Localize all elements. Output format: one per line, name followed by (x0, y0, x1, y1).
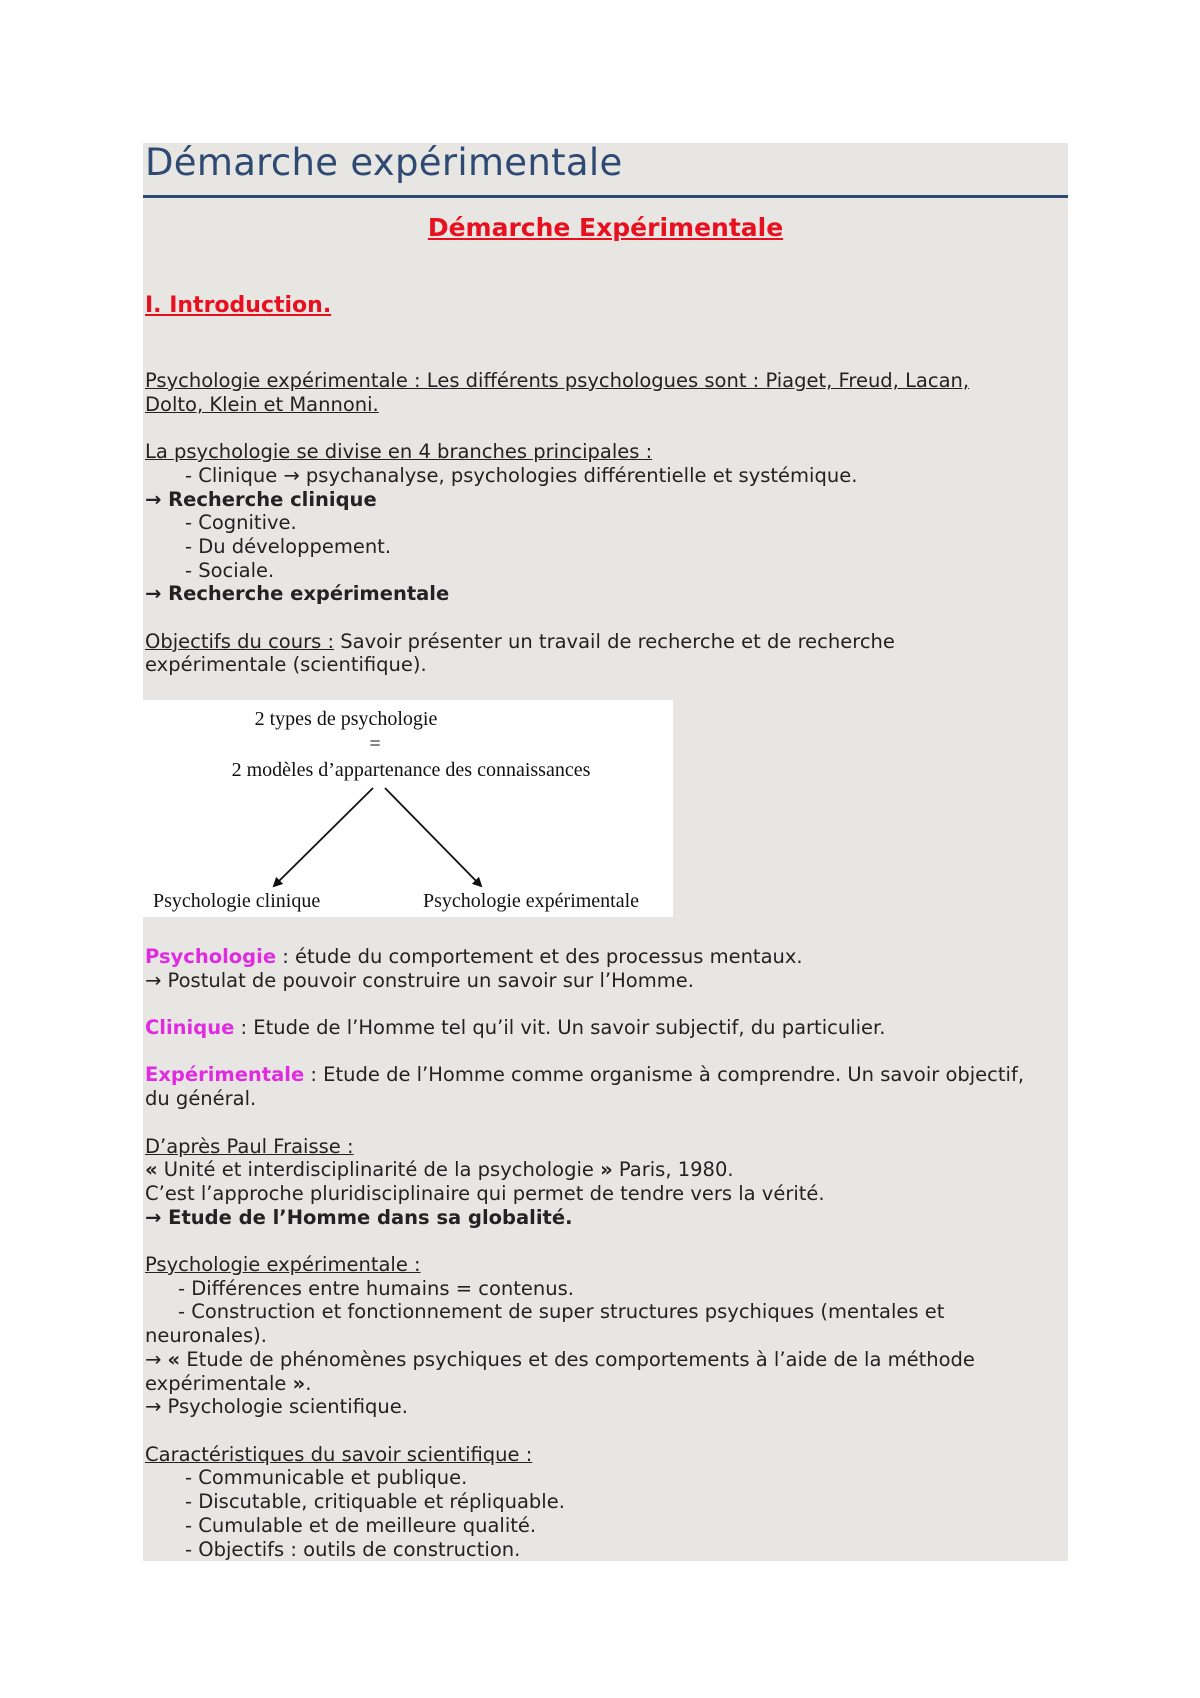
diagram-top-line2: 2 modèles d’appartenance des connaissances (231, 759, 591, 781)
objectifs-line (145, 630, 1065, 654)
section-heading-introduction: I. Introduction. (145, 293, 332, 318)
diagram-svg (143, 700, 673, 917)
psychologists-line-cont: Dolto, Klein et Mannoni. (145, 392, 379, 416)
def-experimentale-cont: du général. (145, 1087, 257, 1111)
term-experimentale: Expérimentale (145, 1063, 305, 1087)
def-experimentale-text: : Etude de l’Homme comme organisme à comprendre. Un savoir objectif, (304, 1063, 1025, 1087)
quote-close: » (600, 1158, 613, 1182)
savoir-item: - Discutable, critiquable et répliquable. (185, 1490, 565, 1514)
branch-clinique-item: - Clinique → psychanalyse, psychologies différentielle et systémique. (185, 463, 858, 487)
fraisse-approach: C’est l’approche pluridisciplinaire qui permet de tendre vers la vérité. (145, 1181, 825, 1205)
branch-sub-item: - Cognitive. (185, 511, 297, 535)
psy-exp-label: Psychologie expérimentale : (145, 1253, 421, 1277)
def-text: Etude de phénomènes psychiques et des comportements à l’aide de la méthode (180, 1347, 975, 1371)
objectifs-label: Objectifs du cours : (145, 629, 335, 653)
def-psychologie (145, 945, 1065, 969)
branch-sub-item: - Sociale. (185, 558, 275, 582)
def-psychologie-text: : étude du comportement et des processus mentaux. (276, 945, 803, 968)
objectifs-text-cont: expérimentale (scientifique). (145, 653, 427, 677)
psychology-types-diagram (143, 700, 673, 917)
def-clinique-text: : Etude de l’Homme tel qu’il vit. Un savoir subjectif, du particulier. (234, 1016, 886, 1040)
psy-scientifique: → Psychologie scientifique. (145, 1395, 408, 1419)
savoir-label: Caractéristiques du savoir scientifique : (145, 1442, 533, 1466)
quote-open: « (145, 1158, 158, 1182)
savoir-item: - Objectifs : outils de construction. (185, 1537, 521, 1561)
arrow-to-clinique (274, 788, 373, 886)
diagram-equals: = (369, 733, 381, 755)
psy-exp-definition-cont (145, 1372, 1065, 1396)
psychologists-line: Psychologie expérimentale : Les différents psychologues sont : Piaget, Freud, Lacan, (145, 369, 970, 392)
def-arrow: → (145, 1347, 168, 1371)
document-title: Démarche expérimentale (145, 141, 623, 184)
diagram-right-leaf: Psychologie expérimentale (423, 890, 640, 912)
fraisse-quote (145, 1158, 1065, 1182)
def-experimentale (145, 1063, 1065, 1087)
term-psychologie: Psychologie (145, 945, 277, 968)
fraisse-conclusion: → Etude de l’Homme dans sa globalité. (145, 1205, 573, 1229)
arrow-to-experimentale (385, 788, 481, 886)
branches-heading: La psychologie se divise en 4 branches principales : (145, 440, 653, 464)
branch-sub-item: - Du développement. (185, 534, 392, 558)
recherche-experimentale: → Recherche expérimentale (145, 582, 450, 606)
objectifs-text: Savoir présenter un travail de recherche et de recherche (334, 629, 895, 653)
def-cont: expérimentale (145, 1371, 293, 1395)
term-clinique: Clinique (145, 1016, 235, 1040)
document-subtitle: Démarche Expérimentale (427, 213, 784, 242)
psy-exp-item: - Différences entre humains = contenus. (178, 1276, 574, 1300)
def-end: . (305, 1371, 312, 1395)
title-underline-rule (143, 195, 1068, 198)
body-text-lower (145, 945, 1065, 1561)
diagram-left-leaf: Psychologie clinique (153, 890, 321, 912)
psy-exp-item-cont: neuronales). (145, 1324, 267, 1348)
quote-text: Unité et interdisciplinarité de la psychologie (157, 1158, 601, 1182)
quote-ref: Paris, 1980. (612, 1158, 734, 1182)
postulat-line: → Postulat de pouvoir construire un savoir sur l’Homme. (145, 968, 694, 992)
savoir-item: - Communicable et publique. (185, 1466, 468, 1490)
def-clinique (145, 1016, 1065, 1040)
psy-exp-definition (145, 1348, 1065, 1372)
psy-exp-item: - Construction et fonctionnement de super structures psychiques (mentales et (178, 1300, 945, 1324)
fraisse-label: D’après Paul Fraisse : (145, 1134, 354, 1158)
savoir-item: - Cumulable et de meilleure qualité. (185, 1513, 537, 1537)
recherche-clinique: → Recherche clinique (145, 487, 377, 511)
body-text-upper (145, 369, 1065, 677)
diagram-top-line1: 2 types de psychologie (254, 708, 438, 730)
def-open: « (167, 1347, 181, 1371)
def-close: » (292, 1371, 306, 1395)
